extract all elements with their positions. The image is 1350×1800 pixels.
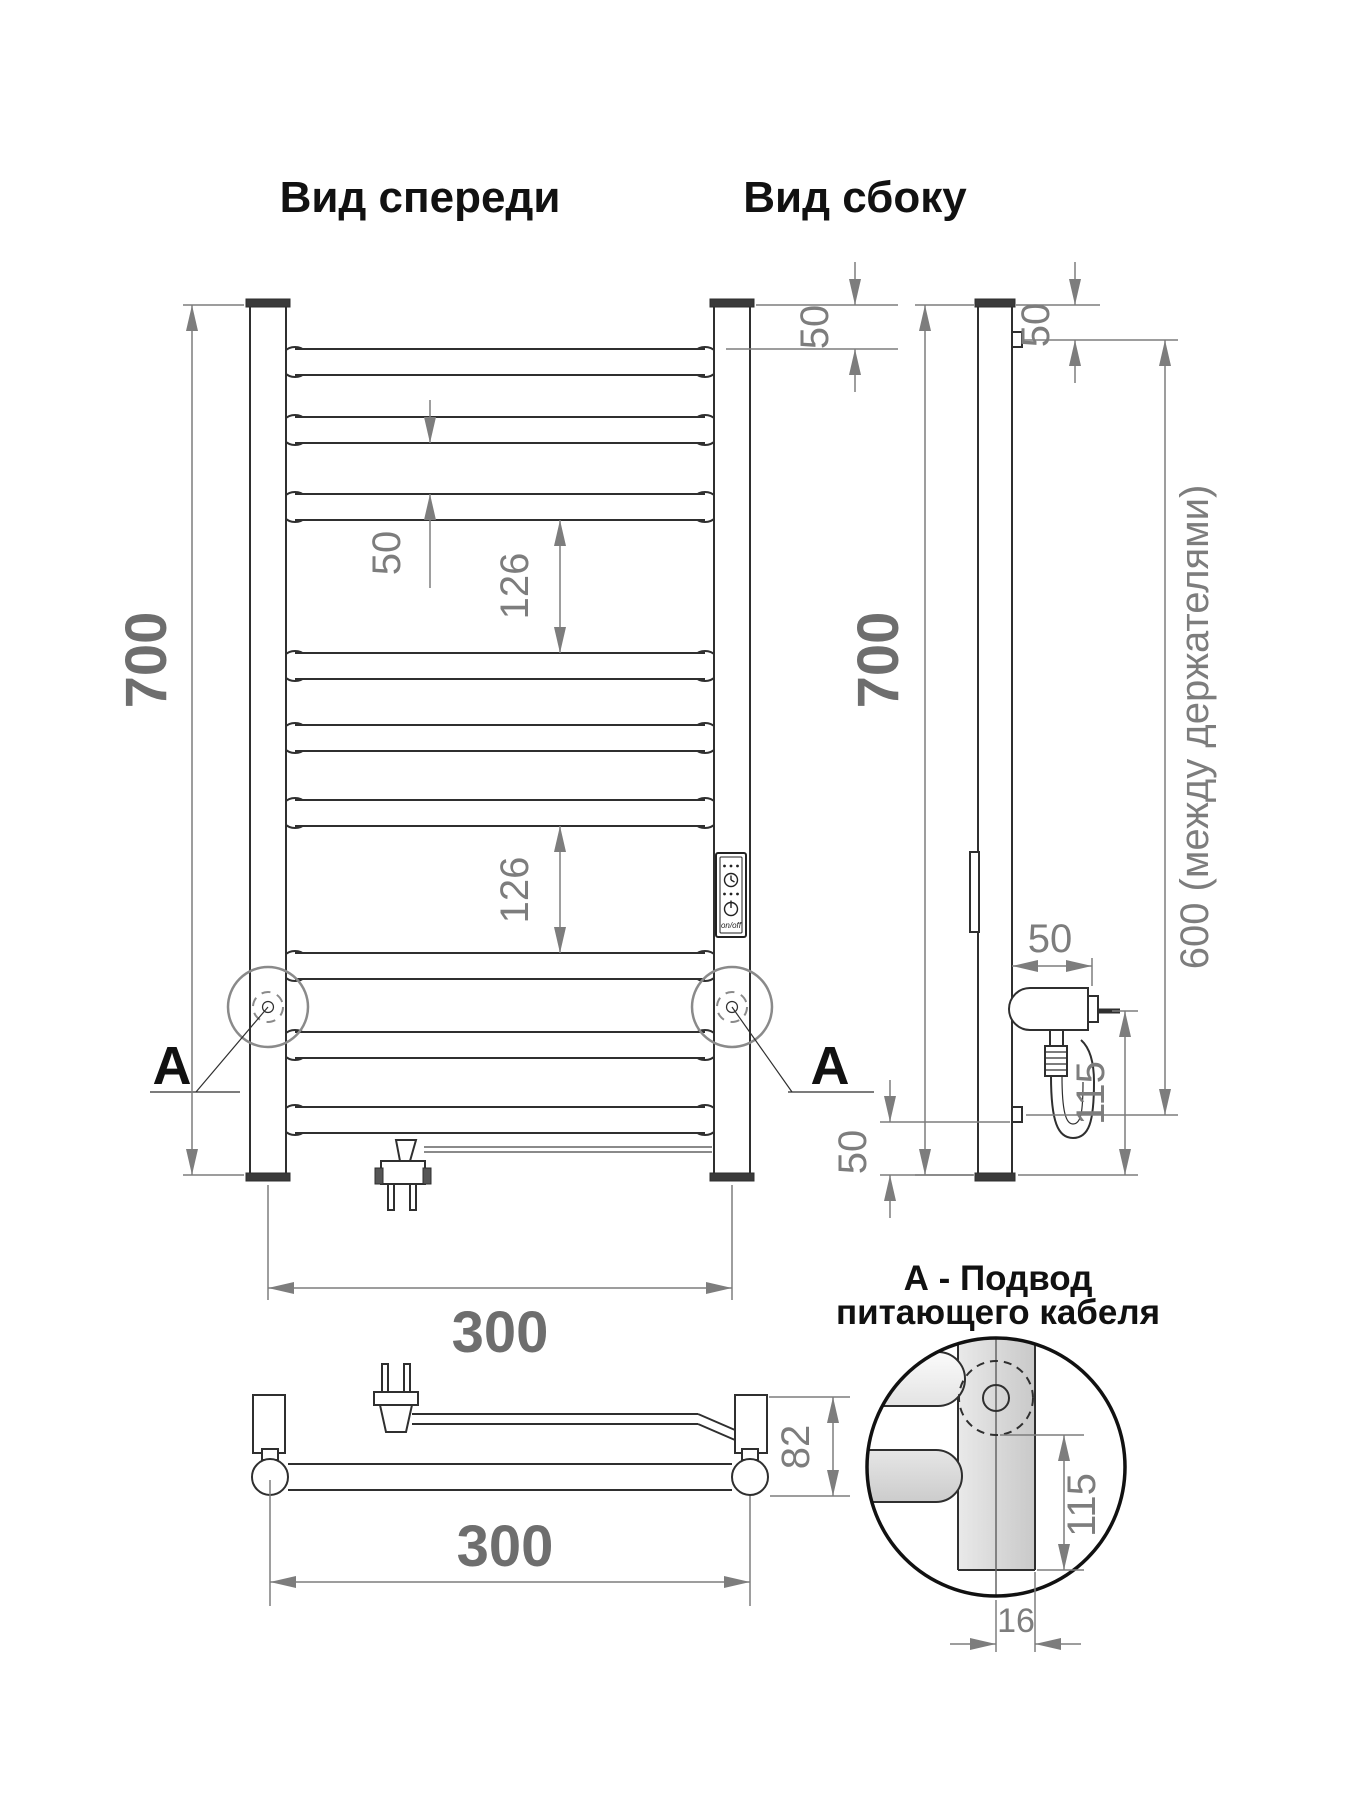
top-right-bracket — [735, 1395, 767, 1453]
rung — [280, 492, 720, 522]
top-width-dimension — [270, 1480, 750, 1606]
rung — [280, 347, 720, 377]
front-view-title: Вид спереди — [279, 173, 561, 222]
front-gap-lower-label: 126 — [493, 856, 537, 924]
side-bracket-span-label: 600 (между держателями) — [1173, 484, 1217, 970]
detail-caption-line2: питающего кабеля — [835, 1293, 1161, 1332]
rung — [280, 1105, 720, 1135]
front-left-post-top-cap — [246, 299, 290, 307]
side-height-label: 700 — [846, 611, 911, 709]
side-top-offset-dimension — [1014, 262, 1178, 383]
side-view-title: Вид сбоку — [743, 173, 967, 222]
detail-view-a — [836, 1259, 1160, 1652]
rung — [280, 798, 720, 828]
top-right-post-section — [732, 1459, 768, 1495]
wall-bracket-bottom — [1012, 1107, 1022, 1122]
top-view — [252, 1364, 850, 1606]
top-width-label: 300 — [456, 1514, 554, 1579]
detail-cable-offset-dimension — [950, 1572, 1081, 1652]
front-top-offset-dimension — [726, 262, 898, 392]
detail-rung-stub-lower — [858, 1450, 962, 1502]
control-panel — [716, 853, 746, 937]
rung — [280, 651, 720, 681]
side-height-dimension — [846, 305, 974, 1175]
front-width-label: 300 — [451, 1300, 549, 1365]
callout-label-left: А — [152, 1036, 192, 1096]
panel-dots-top — [723, 865, 739, 868]
top-depth-label: 82 — [774, 1424, 818, 1470]
rung — [280, 951, 720, 981]
onoff-label: on/off — [720, 921, 742, 930]
front-power-cable — [375, 1140, 712, 1210]
side-post-top-cap — [975, 299, 1015, 307]
side-plug-height-label: 115 — [1069, 1061, 1113, 1125]
top-left-bracket — [253, 1395, 285, 1453]
cable-strain-relief — [1045, 1046, 1067, 1076]
detail-rung-stub-upper — [858, 1352, 965, 1406]
side-plug-offset-dimension — [1012, 917, 1092, 986]
front-top-offset-label: 50 — [793, 304, 837, 350]
detail-caption-line1: А - Подвод — [903, 1259, 1093, 1298]
front-right-post-top-cap — [710, 299, 754, 307]
side-bottom-offset-label: 50 — [831, 1129, 875, 1175]
callout-label-right: А — [810, 1036, 850, 1096]
detail-cable-offset-label: 16 — [997, 1602, 1035, 1640]
top-view-plug — [374, 1364, 735, 1440]
front-gap-upper-dimension — [493, 520, 560, 653]
rung — [280, 1030, 720, 1060]
front-height-label: 700 — [114, 611, 179, 709]
side-plug-offset-label: 50 — [1027, 917, 1073, 961]
side-post — [978, 305, 1012, 1175]
control-panel-side-profile — [970, 852, 979, 932]
front-left-post-bottom-cap — [246, 1173, 290, 1181]
rung — [280, 415, 720, 445]
plug-icon — [375, 1140, 431, 1210]
top-depth-dimension — [769, 1397, 850, 1496]
front-bar-spacing-label: 50 — [365, 530, 409, 576]
panel-dots-bottom — [723, 893, 739, 896]
front-view — [114, 173, 898, 1365]
side-post-bottom-cap — [975, 1173, 1015, 1181]
detail-content — [858, 1336, 1035, 1596]
front-right-post-bottom-cap — [710, 1173, 754, 1181]
element-body — [1009, 988, 1088, 1030]
side-top-offset-label: 50 — [1014, 302, 1058, 348]
detail-cable-height-label: 115 — [1060, 1473, 1104, 1537]
side-plug-height-dimension — [1018, 1011, 1138, 1175]
front-gap-upper-label: 126 — [493, 552, 537, 620]
front-gap-lower-dimension — [493, 826, 560, 953]
rung — [280, 723, 720, 753]
front-width-dimension — [268, 1185, 732, 1365]
front-rungs — [280, 347, 720, 1135]
